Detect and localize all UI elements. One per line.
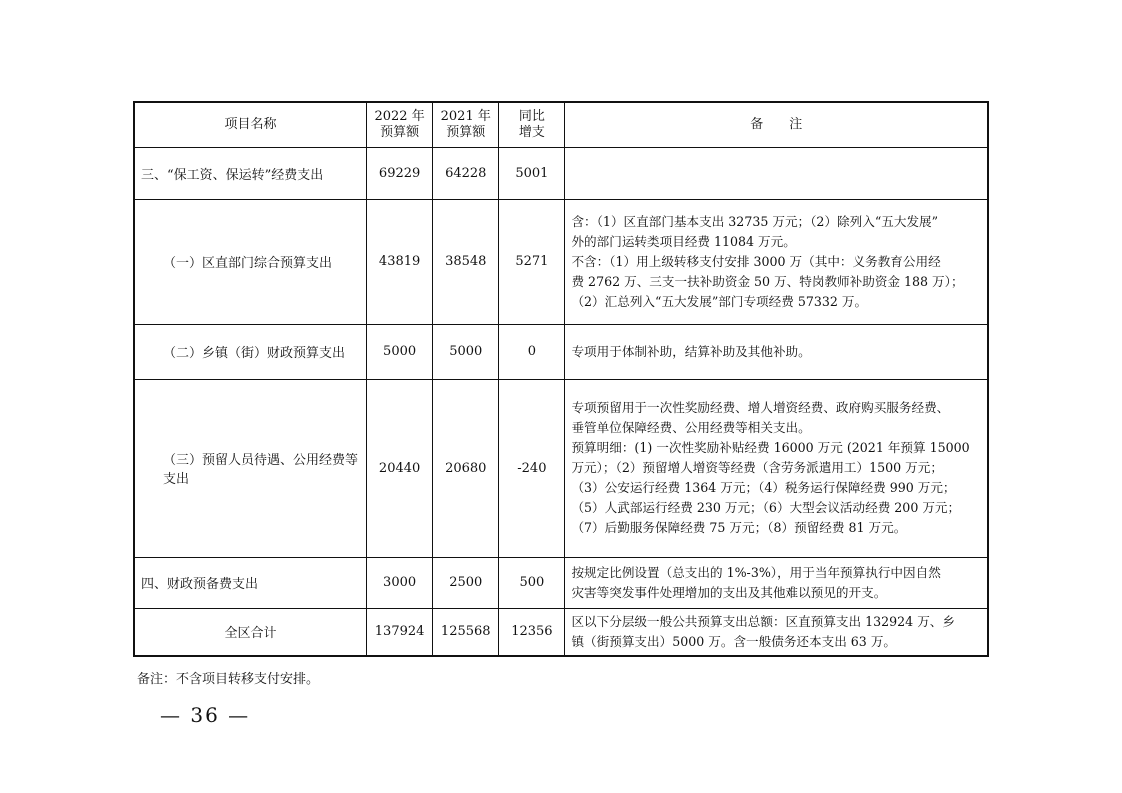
row-2021-value: 20680 (433, 379, 499, 557)
row-diff-value: 12356 (499, 608, 565, 656)
header-yoy-line2: 增支 (518, 124, 545, 140)
row-diff-value: 0 (499, 324, 565, 379)
row-2022-value: 5000 (367, 324, 433, 379)
row-diff-value: 5001 (499, 147, 565, 199)
note-line: 按规定比例设置（总支出的 1%-3%），用于当年预算执行中因自然 (571, 564, 941, 580)
row-2022-value: 137924 (367, 608, 433, 656)
row-2022-value: 3000 (367, 557, 433, 608)
header-note: 备 注 (565, 102, 988, 147)
note-line: 区以下分层级一般公共预算支出总额：区直预算支出 132924 万、乡 (571, 613, 955, 629)
header-row (134, 102, 988, 147)
row-diff-value: 500 (499, 557, 565, 608)
table-row (134, 379, 988, 557)
row-diff-value: 5271 (499, 199, 565, 324)
row-note (565, 147, 988, 199)
row-name: （一）区直部门综合预算支出 (134, 199, 367, 324)
table-row (134, 324, 988, 379)
note-line: 灾害等突发事件处理增加的支出及其他难以预见的开支。 (571, 584, 887, 600)
note-line: 专项预留用于一次性奖励经费、增人增资经费、政府购买服务经费、 (571, 400, 950, 415)
note-line: 不含：（1）用上级转移支付安排 3000 万（其中：义务教育公用经 (571, 253, 941, 269)
row-note (565, 324, 988, 379)
budget-table (133, 101, 989, 657)
row-note (565, 379, 988, 557)
note-line: 垂管单位保障经费、公用经费等相关支出。 (571, 420, 811, 435)
header-2021-year: 2021 年 (440, 108, 491, 124)
note-line: 预算明细：(1) 一次性奖励补贴经费 16000 万元 (2021 年预算 15000 (571, 440, 970, 455)
note-line: 镇（街预算支出）5000 万。含一般债务还本支出 63 万。 (571, 633, 897, 649)
row-note (565, 557, 988, 608)
header-yoy-increase (499, 102, 565, 147)
note-line: （3）公安运行经费 1364 万元；（4）税务运行保障经费 990 万元； (571, 480, 956, 495)
row-2021-value: 64228 (433, 147, 499, 199)
header-2022-year: 2022 年 (374, 108, 425, 124)
page-number: — 36 — (160, 703, 251, 727)
table-row (134, 199, 988, 324)
note-line: （5）人武部运行经费 230 万元；（6）大型会议活动经费 200 万元； (571, 500, 961, 515)
header-2022-label: 预算额 (380, 124, 420, 140)
table-row (134, 147, 988, 199)
row-name: 四、财政预备费支出 (134, 557, 367, 608)
row-name: （二）乡镇（街）财政预算支出 (134, 324, 367, 379)
header-yoy-line1: 同比 (518, 108, 545, 124)
row-2021-value: 125568 (433, 608, 499, 656)
footnote: 备注：不含项目转移支付安排。 (137, 672, 320, 687)
note-line: 专项用于体制补助，结算补助及其他补助。 (571, 343, 811, 359)
header-2022-budget (367, 102, 433, 147)
row-2021-value: 2500 (433, 557, 499, 608)
row-2022-value: 69229 (367, 147, 433, 199)
note-line: 万元）；（2）预留增人增资等经费（含劳务派遣用工）1500 万元； (571, 460, 943, 475)
row-note (565, 608, 988, 656)
row-diff-value: -240 (499, 379, 565, 557)
table-row (134, 557, 988, 608)
budget-table-container (133, 101, 989, 657)
note-line: 外的部门运转类项目经费 11084 万元。 (571, 233, 796, 249)
row-2021-value: 5000 (433, 324, 499, 379)
row-note (565, 199, 988, 324)
note-line: 含：（1）区直部门基本支出 32735 万元；（2）除列入“五大发展” (571, 213, 939, 229)
header-2021-label: 预算额 (446, 124, 486, 140)
note-line: 费 2762 万、三支一扶补助资金 50 万、特岗教师补助资金 188 万）； (571, 273, 964, 289)
row-2022-value: 43819 (367, 199, 433, 324)
row-name: （三）预留人员待遇、公用经费等支出 (134, 379, 367, 557)
row-name: 三、“保工资、保运转”经费支出 (134, 147, 367, 199)
note-line: （7）后勤服务保障经费 75 万元；（8）预留经费 81 万元。 (571, 520, 907, 535)
row-2022-value: 20440 (367, 379, 433, 557)
table-row-total (134, 608, 988, 656)
note-line: （2）汇总列入“五大发展”部门专项经费 57332 万。 (571, 293, 868, 309)
row-2021-value: 38548 (433, 199, 499, 324)
row-name: 全区合计 (134, 608, 367, 656)
header-project-name: 项目名称 (134, 102, 367, 147)
header-2021-budget (433, 102, 499, 147)
